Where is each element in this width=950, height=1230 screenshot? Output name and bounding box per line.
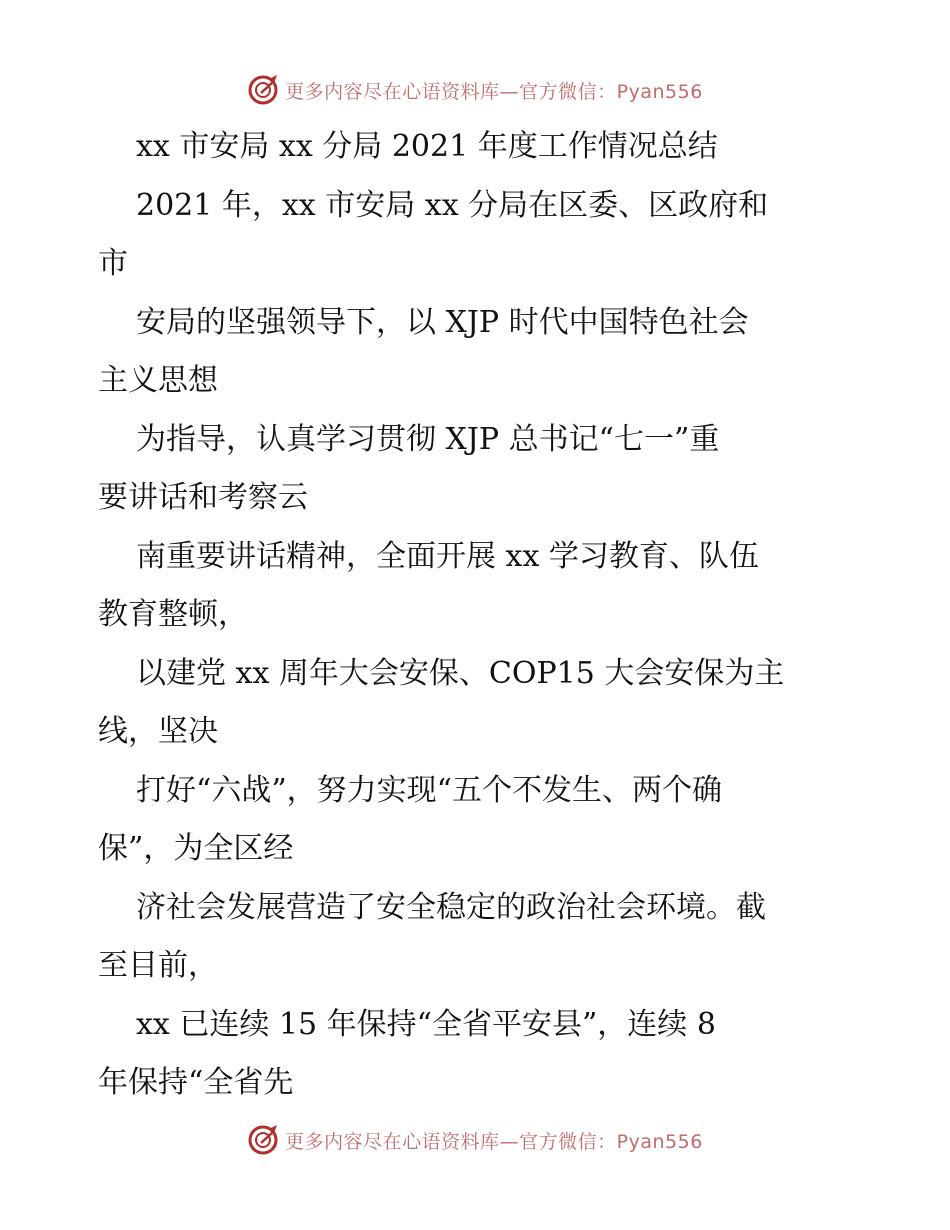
footer-banner bbox=[0, 1120, 950, 1160]
body-line: 南重要讲话精神，全面开展 xx 学习教育、队伍 bbox=[136, 538, 759, 574]
body-line: 为指导，认真学习贯彻 XJP 总书记“七一”重 bbox=[136, 421, 720, 457]
pen-swirl-logo-icon bbox=[247, 1123, 281, 1157]
body-line: xx 已连续 15 年保持“全省平安县”，连续 8 bbox=[136, 1006, 716, 1042]
body-line: 2021 年，xx 市安局 xx 分局在区委、区政府和 bbox=[136, 187, 769, 223]
pen-swirl-logo-icon bbox=[247, 73, 281, 107]
header-banner bbox=[0, 70, 950, 110]
document-title: xx 市安局 xx 分局 2021 年度工作情况总结 bbox=[136, 129, 718, 164]
body-line: 线，坚决 bbox=[98, 714, 218, 749]
body-line: 要讲话和考察云 bbox=[98, 480, 308, 515]
body-line: 年保持“全省先 bbox=[98, 1065, 294, 1100]
body-line: 保”，为全区经 bbox=[98, 831, 294, 866]
body-line: 主义思想 bbox=[98, 363, 218, 398]
body-line: 济社会发展营造了安全稳定的政治社会环境。截 bbox=[136, 889, 766, 925]
body-line: 安局的坚强领导下，以 XJP 时代中国特色社会 bbox=[136, 304, 749, 340]
document-body bbox=[98, 118, 858, 1113]
body-line: 以建党 xx 周年大会安保、COP15 大会安保为主 bbox=[136, 655, 785, 691]
footer-banner-text: 更多内容尽在心语资料库—官方微信：Pyan556 bbox=[285, 1130, 703, 1153]
header-banner-text: 更多内容尽在心语资料库—官方微信：Pyan556 bbox=[285, 80, 703, 103]
body-line: 教育整顿， bbox=[98, 597, 248, 632]
body-line: 至目前， bbox=[98, 948, 218, 983]
body-line: 市 bbox=[98, 246, 128, 281]
body-line: 打好“六战”，努力实现“五个不发生、两个确 bbox=[136, 772, 723, 808]
